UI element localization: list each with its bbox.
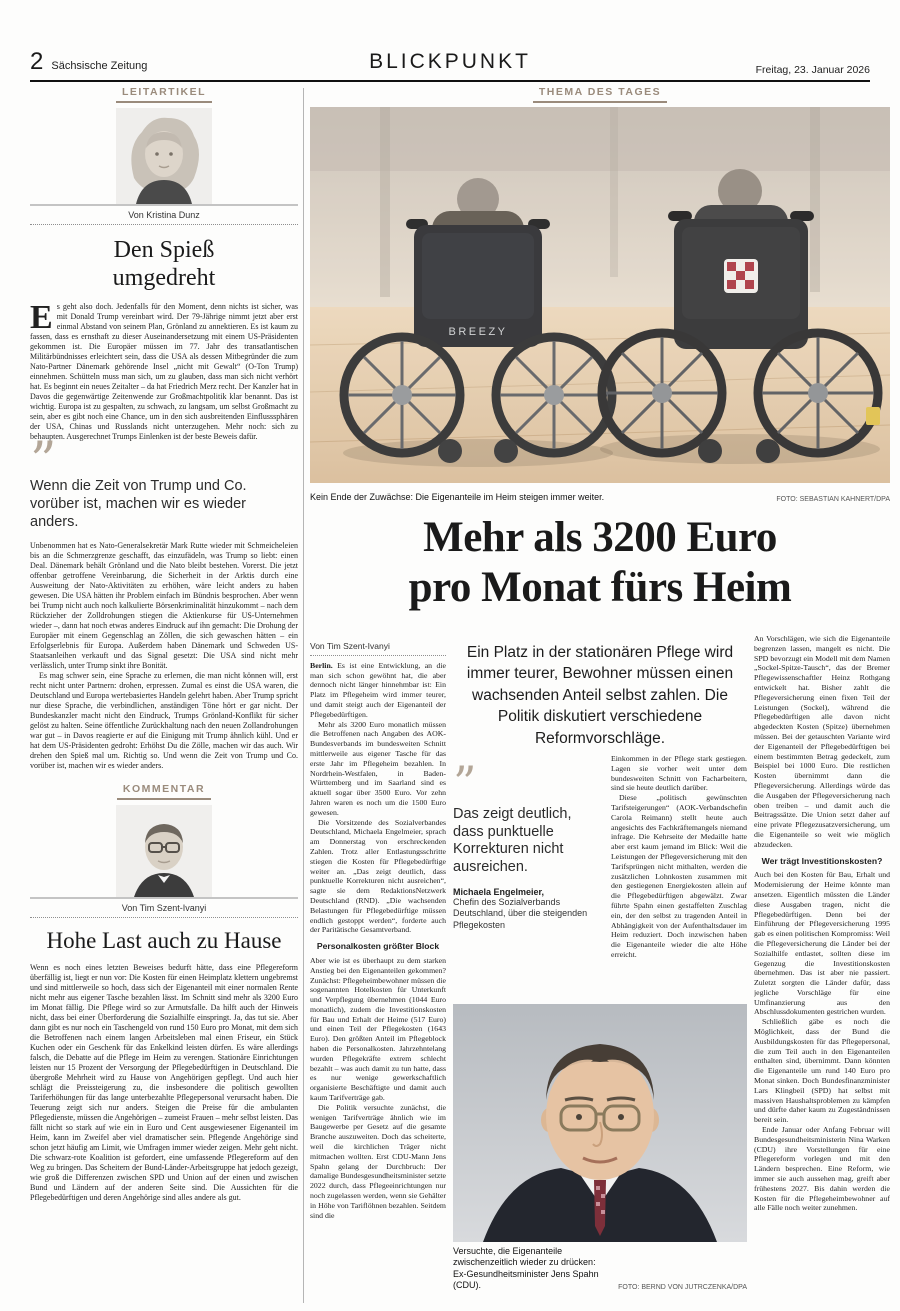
dropcap: E [30, 299, 53, 337]
paragraph: Wenn es noch eines letzten Beweises bedurft hätte, dass eine Pflegereform überfällig ist, liegt er nun vor: Die Kosten für einen Heimplatz klettern ungebremst und sind mittlerweile so hoch, dass sich der Eigenanteil mit einer normalen Rente nicht mehr aus eigener Tasche bezahlen lässt. Im Schnitt sind mehr als 3200 Euro im Monat fällig. Die Pflege wird so zur Armutsfalle. Da hilft auch der Hinweis nicht, dass bei einer Überforderung die Sozialhilfe einspringt. Ja, das tut sie. Aber dann gibt es nur noch ein Taschengeld von rund 150 Euro pro Monat, mit dem sich die Betroffenen nach einem langen Arbeitsleben mal einen Friseur, ein Stück Kuchen oder ein Geschenk für das Enkelkind leisten dürfen. Es wäre allerdings falsch, die Debatte auf die Pflege im Heim zu verengen. Stationäre Einrichtungen leisten nur 15 Prozent der Versorgung der Pflegebedürftigen in Deutschland. Die übergroße Mehrheit wird zu Hause von Angehörigen gepflegt. Und auch hier schlägt die Preissteigerung zu, die insbesondere die politisch gewollten Tariferhöhungen für das lange unterbezahlte Pflegepersonal verursacht haben. Die Teuerung zeigt sich nur anders. Steigen die Preise für die ambulanten Pflegedienste, müssen die Angehörigen – zumeist Frauen – mehr selbst leisten. Das fällt nicht so stark auf wie ein in Euro und Cent ausgewiesener Eigenanteil im Heim, kann im Zweifel aber viel dramatischer sein. Pflegende Angehörige sind schon jetzt häufig am Limit, wie Umfragen immer wieder zeigen. Mehr geht nicht. Die schwarz-rote Koalition ist gefordert, eine umfassende Pflegereform auf den Weg zu bringen. Das Scheitern der Bund-Länder-Arbeitsgruppe hat jedoch gezeigt, wie groß die Differenzen zwischen SPD und Union auf der einen und zwischen Bund und Ländern auf der anderen Seite sind. Die Aussichten für die Pflegebedürftigen und deren Angehörige sind alles andere als gut. [30, 962, 298, 1202]
masthead-left [30, 48, 147, 76]
subhead-investitionskosten: Wer trägt Investitionskosten? [761, 855, 883, 866]
pullquote-text: Das zeigt deutlich, dass punktuelle Korrekturen nicht ausreichen. [453, 806, 572, 876]
paragraph: Berlin. Es ist eine Entwicklung, an die man sich schon gewöhnt hat, die aber dennoch nicht länger hinnehmbar ist: Ein Platz im Pflegeheim wird immer teurer, und damit steigt auch der Eigenanteil der Pflegebedürftigen. [310, 660, 446, 719]
svg-text:BREEZY: BREEZY [448, 326, 508, 338]
main-headline: Mehr als 3200 Euro pro Monat fürs Heim [408, 514, 792, 612]
leitartikel-body [30, 299, 298, 442]
leitartikel-label: LEITARTIKEL [30, 86, 298, 103]
kommentar-title: Hohe Last auch zu Hause [46, 928, 282, 954]
dateline: Berlin. [310, 660, 333, 670]
byline-kristina-dunz: Von Kristina Dunz [30, 206, 298, 225]
quote-mark-icon: ” [453, 756, 477, 810]
paragraph: An Vorschlägen, wie sich die Eigenanteile begrenzen lassen, mangelt es nicht. Die SPD bevorzugt ein Modell mit dem Namen „Sockel-Spitze-Tausch“, das der Bremer Pflegewissenschaftler Heinz Rothgang entwickelt hat. Bisher zahlt die Pflegeversicherung einen fixen Teil der Leistungen (Sockel), während die Pflegebedürftigen alle davon nicht abgedeckten Kosten (Spitze) übernehmen müssen. Bei der getauschten Variante wird der Eigenanteil der Pflegebedürftigen bei einem bestimmten Betrag gedeckelt, zum Beispiel bei 1000 Euro. Die restlichen Kosten übernimmt dann die Pflegeversicherung. Allerdings würde das die Ausgaben der Pflegeversicherung nach oben treiben – und damit auch die Beitragssätze. Die Union setzt daher auf eine private Pflegezusatzversicherung, um die Eigenanteile so weit wie möglich abzudecken. [754, 634, 890, 849]
leitartikel-column [30, 86, 298, 1306]
spahn-caption-row [453, 1246, 747, 1291]
kommentar-body [30, 963, 298, 1203]
paragraph: Unbenommen hat es Nato-Generalsekretär Mark Rutte wieder mit Schmeicheleien bis an die Schmerzgrenze geschafft, das einzufädeln, was Trump so liebt: einen Deal. Dänemark behält Grönland und die Nato bleibt bestehen. Vorerst. Die jetzt offenbar getroffene Vereinbarung, die Sicherheit in der Arktis durch eine Ausweitung der Nato-Aktivitäten zu erhöhen, wäre leicht anders zu haben gewesen. Die USA hätten ihr Problem einfach im Bündnis besprochen. Aber wenn bei Trump nicht auch noch kalkulierte Börsenkriminalität hinzukommt – nach dem Rückzieher der Zolldrohungen stiegen die Aktienkurse für US-Unternehmen wieder –, dann hat noch etwas anderes Eindruck auf ihn gemacht: Die Drohung der Europäer mit einem Gegenschlag an Zöllen, die sich gewaschen hätten – ein Erfolgserlebnis für Europa. Außerdem haben Dänemark und Schweden US-Staatsanleihen verkauft und das Signal gesetzt: Die USA sind nicht mehr verlässlich, unter Trump sinkt ihre Bonität. [30, 541, 298, 671]
paragraph: Es mag schwer sein, eine Sprache zu erlernen, die man nicht können will, erst recht nicht unter Partnern: drohen, erpressen. Zumal es einst die USA waren, die Deutschland und Europa wertebasiertes Handeln gelehrt haben. Aber Trump spricht nur diese Sprache, die verbindlichen, anständigen Töne hört er gar nicht. Der Bundeskanzler macht nicht den Eindruck, Trumps Grönland-Konflikt für sicher gelöst zu halten. Seine öffentliche Zurückhaltung nach den neuen Zollandrohungen war gut – in Davos reagierte er auf die Einigung mit Trump ähnlich kühl. Und er hat dem US-Präsidenten gedroht: Erhöhst Du die Zölle, machen wir das auch. Wir drehen den Spieß mal um. Richtig so. Und wenn die Zeit von Trump und Co. vorüber ist, machen wir es wieder anders. [30, 671, 298, 771]
tie [594, 1180, 606, 1236]
wheelchairs-photo-illustration [310, 107, 890, 483]
masthead [30, 42, 870, 82]
section-title: BLICKPUNKT [369, 50, 531, 73]
paragraph: Aber wie ist es überhaupt zu dem starken Anstieg bei den Eigenanteilen gekommen? Zunächst: Pflegeheimbewohner müssen die sogenannten Hotelkosten für Unterkunft und Verpflegung übernehmen (1044 Euro monatlich), zudem die Investitionskosten für Bau und Erhalt der Heime (517 Euro) und einen Teil der Pflegekosten (1643 Euro). Den größten Anteil im Pflegeblock haben die Personalkosten. Jahrzehntelang wurden Pflegekräfte extrem schlecht bezahlt – was auch damit zu tun hatte, dass es nur wenige gewerkschaftlich organisierte Beschäftigte und damit auch kaum Tarifverträge gab. [310, 955, 446, 1103]
portrait-man-icon [116, 805, 212, 897]
leitartikel-body-2 [30, 541, 298, 771]
subhead-personalkosten: Personalkosten größter Block [316, 941, 440, 952]
byline-tim-szent-ivanyi: Von Tim Szent-Ivanyi [30, 899, 298, 918]
portrait-woman-icon [116, 108, 212, 204]
paragraph: Auch bei den Kosten für Bau, Erhalt und Modernisierung der Heime könnte man ansetzen. Eigentlich müssten die Länder diese Ausgaben tragen, nicht die Pflegebedürftigen. Denn bei der Einführung der Pflegeversicherung 1995 gab es einen politischen Kompromiss: Weil die Pflegeversicherung die Länder bei der Sozialhilfe entlastet, sollten diese im Gegenzug die Investitionskosten übernehmen. Das ist aber nie passiert. Zuletzt sorgten die Länder dafür, dass jegliche Vorschläge für eine Umfinanzierung aus den Abschlussdokumenten gestrichen wurden. [754, 870, 890, 1017]
thema-des-tages-section [310, 86, 890, 1308]
pullquote-text: Wenn die Zeit von Trump und Co. vorüber ist, machen wir es wieder anders. [30, 478, 247, 530]
kommentar-label: KOMMENTAR [30, 783, 298, 800]
article-intro: Ein Platz in der stationären Pflege wird immer teurer, Bewohner müssen einen wachsenden Anteil selbst zahlen. Die Politik diskutiert verschiedene Reformvorschläge. [466, 644, 734, 747]
issue-date: Freitag, 23. Januar 2026 [755, 64, 870, 76]
paragraph: Es geht also doch. Jedenfalls für den Moment, denn nichts ist sicher, was mit Donald Trump vereinbart wird. Der 79-Jährige nimmt jetzt aber erst einmal Abstand von seinem Plan, Grönland zu annektieren. Es ist kaum zu fassen, dass es ernsthaft zu dieser Auseinandersetzung mit einem US-Präsidenten gekommen ist. Die Europäer müssen im 77. Jahr des transatlantischen Militärbündnisses erleichtert sein, dass die USA als dessen Mitbegründer die zum Nato-Partner Dänemark gehörende Insel „nicht mit Gewalt“ (O-Ton Trump) einnehmen. Schütteln muss man sich, um zu glauben, dass man sich nicht verhört hat. Es beginnt ein neues Zeitalter – da hat Friedrich Merz recht. Der Kanzler hat in Davos die gegenwärtige Zeitenwende zur Großmachtpolitik klar benannt. Das ist wichtig. Europa ist zu gespalten, zu schwach, zu langsam, um selbst Großmacht zu sein, aber es gibt noch eine Chance, um in den sich ausbreitenden Einflusssphären der USA, Chinas und Russlands nicht unterzugehen. Mehr noch: sich zu behaupten. Ausgerechnet Trumps Einlenken ist der beste Beweis dafür. [30, 299, 298, 442]
main-photo-credit: FOTO: SEBASTIAN KAHNERT/DPA [776, 496, 890, 504]
jens-spahn-portrait-illustration [453, 1004, 747, 1242]
paragraph: Die Vorsitzende des Sozialverbandes Deutschland, Michaela Engelmeier, sprach am Donnerstag von erschreckenden Zahlen. Trotz aller Entlastungsschritte stiegen die Kosten für Pflegebedürftige weiter an. „Das zeigt deutlich, dass punktuelle Korrekturen nicht ausreichen“, sagte sie dem RedaktionsNetzwerk Deutschland (RND). „Die wachsenden Belastungen für Pflegebedürftige müssen endlich gestoppt werden“, forderte auch der Paritätische Gesamtverband. [310, 817, 446, 935]
paragraph: Diese „politisch gewünschten Tarifsteigerungen“ (AOK-Verbandschefin Carola Reimann) stellt heute auch angesichts des Fachkräftemangels niemand infrage. Die Kehrseite der Medaille hatte aber erst kaum jemand im Blick: Weil die Leistungen der Pflegeversicherung mit den Tarifsprüngen nicht mithalten, werden die zusätzlichen Lohnkosten zusammen mit den gestiegenen Energiekosten allein auf die Pflegebedürftigen abgewälzt. Zwar führte Spahn einen gestaffelten Zuschlag ein, der den selbst zu tragenden Anteil in Abhängigkeit von der Aufenthaltsdauer im Heim reduziert. Doch inzwischen haben die Eigenanteile wieder die alte Höhe erreicht. [611, 793, 747, 959]
paragraph: Mehr als 3200 Euro monatlich müssen die Betroffenen nach Angaben des AOK-Bundesverbands im bundesweiten Schnitt mittlerweile aus eigener Tasche für das erste Jahr im Pflegeheim bezahlen. In Nordrhein-Westfalen, in Baden-Württemberg und im Saarland sind es aktuell sogar über 3500 Euro. Vor zehn Jahren waren es noch um die 1500 Euro gewesen. [310, 719, 446, 817]
article-pullquote [453, 756, 599, 932]
paragraph: Ende Januar oder Anfang Februar will Bundesgesundheitsministerin Nina Warken (CDU) ihre Vorstellungen für eine Pflegereform vorlegen und mit den Ländern besprechen. Eine Reform, wie immer sie auch aussehen mag, greift aber frühestens 2027. Bis dahin werden die Kosten für die Pflegeheimbewohner auf alle Fälle noch weiter zunehmen. [754, 1125, 890, 1213]
spahn-credit: FOTO: BERND VON JUTRCZENKA/DPA [618, 1284, 747, 1291]
page-number: 2 [30, 48, 44, 75]
pullquote-author-desc: Chefin des Sozialverbands Deutschland, über die steigenden Pflegekosten [453, 896, 588, 931]
article-col-1 [310, 642, 446, 1306]
spahn-caption: Versuchte, die Eigenanteile zwischenzeitlich wieder zu drücken: Ex-Gesundheitsminister Jens Spahn (CDU). [453, 1246, 599, 1290]
article-byline: Von Tim Szent-Ivanyi [310, 642, 446, 656]
paragraph: Die Politik versuchte zunächst, die wenigen Tarifverträge ähnlich wie im Baugewerbe per Gesetz auf die gesamte Branche auszuweiten. Doch das scheiterte, weil die kirchlichen Träger nicht mitmachen wollten. Erst CDU-Mann Jens Spahn gelang der Durchbruch: Der damalige Bundesgesundheitsminister setzte 2022 durch, dass Pflegeeinrichtungen nur noch zugelassen werden, wenn sie Gehälter in Höhe von Tariflöhnen bezahlen. Seitdem sind die [310, 1102, 446, 1220]
author-photo-tim-szent-ivanyi [30, 805, 298, 899]
leitartikel-title: Den Spieß umgedreht [112, 237, 216, 291]
pullquote-author: Michaela Engelmeier, [453, 886, 545, 897]
column-divider [303, 88, 304, 1303]
paragraph: Einkommen in der Pflege stark gestiegen. Lagen sie vorher weit unter dem bundesweiten Schnitt von Facharbeitern, sind sie heute deutlich darüber. [611, 754, 747, 793]
quote-mark-icon: ” [30, 432, 57, 493]
wheelchairs-photo [310, 107, 890, 488]
paper-name: Sächsische Zeitung [51, 60, 148, 72]
author-photo-kristina-dunz [30, 108, 298, 206]
article-col-3 [611, 754, 747, 1002]
main-photo-caption: Kein Ende der Zuwächse: Die Eigenanteile im Heim steigen immer weiter. [310, 492, 605, 502]
spahn-photo-block [453, 1004, 747, 1291]
article-col-4 [754, 634, 890, 1306]
paragraph: Schließlich gäbe es noch die Möglichkeit, dass der Bund die Ausbildungskosten für das Pflegepersonal, die zum Teil auch in den Eigenanteilen enthalten sind, übernimmt. Dann könnten die Eigenanteile um rund 140 Euro pro Monat sinken. Doch Bundesfinanzminister Lars Klingbeil (SPD) hat selbst mit massiven Haushaltsproblemen zu kämpfen und dürfte daher kaum zu Zugeständnissen bereit sein. [754, 1017, 890, 1125]
thema-label: THEMA DES TAGES [310, 86, 890, 103]
main-photo-caption-row [310, 492, 890, 503]
leitartikel-pullquote [30, 432, 298, 531]
